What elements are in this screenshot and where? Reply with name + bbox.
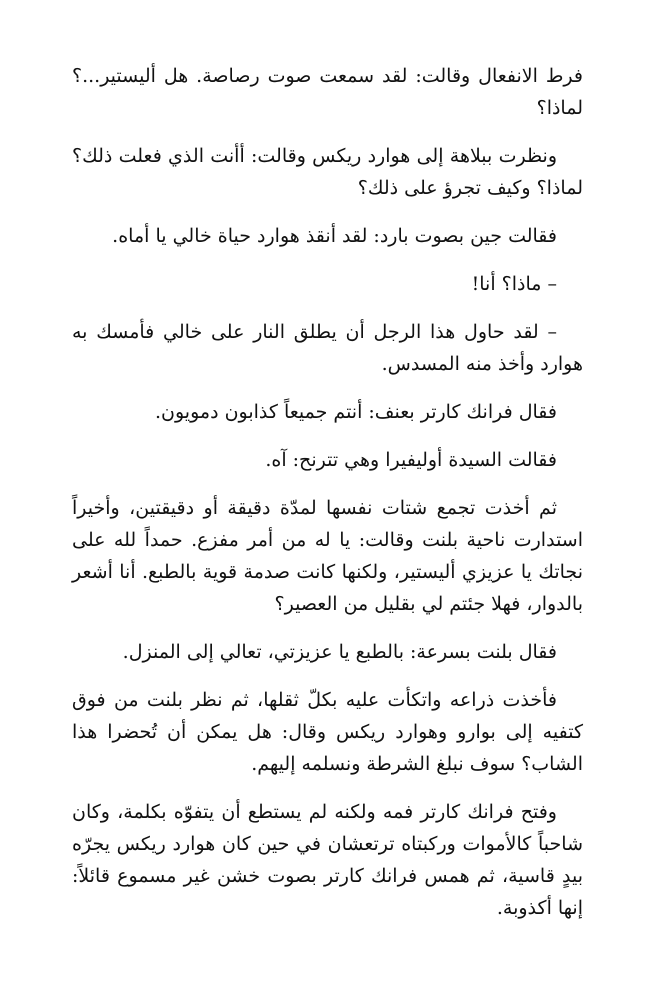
paragraph: وفتح فرانك كارتر فمه ولكنه لم يستطع أن يتفوّه بكلمة، وكان شاحباً كالأموات وركبتاه ترتعشان في حين كان هوارد ريكس يجرّه بيدٍ قاسية، ثم همس فرانك كارتر بصوت خشن غير مسموع قائلاً: إنها أكذوبة. bbox=[72, 801, 583, 919]
paragraph: فقالت السيدة أوليفيرا وهي تترنح: آه. bbox=[265, 449, 557, 471]
paragraph: فقالت جين بصوت بارد: لقد أنقذ هوارد حياة خالي يا أماه. bbox=[112, 225, 557, 247]
paragraph: فأخذت ذراعه واتكأت عليه بكلّ ثقلها، ثم نظر بلنت من فوق كتفيه إلى بوارو وهوارد ريكس وقال: هل يمكن أن تُحضرا هذا الشاب؟ سوف نبلغ الشرطة ونسلمه إليهم. bbox=[72, 689, 583, 775]
paragraph: ونظرت ببلاهة إلى هوارد ريكس وقالت: أأنت الذي فعلت ذلك؟ لماذا؟ وكيف تجرؤ على ذلك؟ bbox=[72, 145, 583, 199]
paragraph: فقال بلنت بسرعة: بالطبع يا عزيزتي، تعالي إلى المنزل. bbox=[122, 641, 557, 663]
paragraph: فقال فرانك كارتر بعنف: أنتم جميعاً كذابون دمويون. bbox=[154, 401, 557, 423]
paragraph: – لقد حاول هذا الرجل أن يطلق النار على خالي فأمسك به هوارد وأخذ منه المسدس. bbox=[72, 321, 583, 375]
paragraph: ثم أخذت تجمع شتات نفسها لمدّة دقيقة أو دقيقتين، وأخيراً استدارت ناحية بلنت وقالت: يا له من أمر مفزع. حمداً لله على نجاتك يا عزيزي أليستير، ولكنها كانت صدمة قوية بالطبع. أنا أشعر بالدوار، فهلا جئتم لي بقليل من العصير؟ bbox=[72, 497, 583, 615]
paragraph: – ماذا؟ أنا! bbox=[471, 273, 557, 295]
paragraph: فرط الانفعال وقالت: لقد سمعت صوت رصاصة. هل أليستير...؟ لماذا؟ bbox=[72, 65, 583, 119]
document-page bbox=[72, 60, 583, 940]
